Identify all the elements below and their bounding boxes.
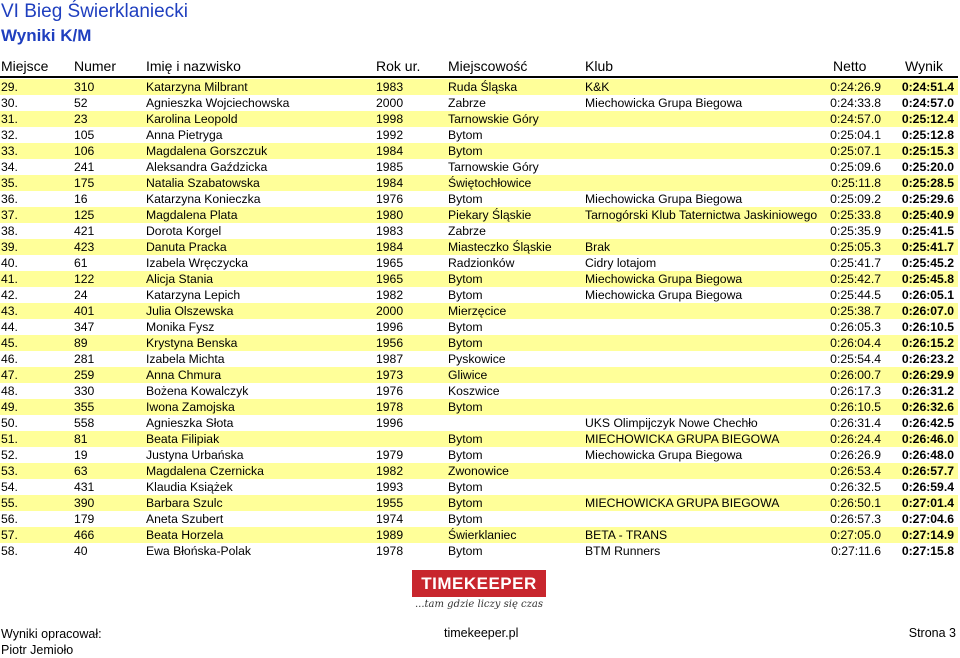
club-cell: BETA - TRANS xyxy=(585,528,668,542)
name-cell: Aleksandra Gaździcka xyxy=(146,160,268,174)
city-cell: Gliwice xyxy=(448,368,488,382)
table-row xyxy=(0,223,958,239)
name-cell: Julia Olszewska xyxy=(146,304,234,318)
number-cell: 89 xyxy=(74,336,88,350)
number-cell: 16 xyxy=(74,192,88,206)
netto-cell: 0:25:33.8 xyxy=(830,208,881,222)
city-cell: Zwonowice xyxy=(448,464,509,478)
netto-cell: 0:25:05.3 xyxy=(830,240,881,254)
result-cell: 0:24:51.4 xyxy=(901,80,954,94)
place-cell: 41. xyxy=(1,272,18,286)
netto-cell: 0:24:33.8 xyxy=(830,96,881,110)
table-row xyxy=(0,367,958,383)
number-cell: 281 xyxy=(74,352,95,366)
number-cell: 23 xyxy=(74,112,88,126)
name-cell: Barbara Szulc xyxy=(146,496,223,510)
city-cell: Bytom xyxy=(448,320,483,334)
netto-cell: 0:25:38.7 xyxy=(830,304,881,318)
place-cell: 57. xyxy=(1,528,18,542)
place-cell: 38. xyxy=(1,224,18,238)
name-cell: Katarzyna Konieczka xyxy=(146,192,261,206)
table-row xyxy=(0,239,958,255)
result-cell: 0:24:57.0 xyxy=(901,96,954,110)
year-cell: 1998 xyxy=(376,112,404,126)
table-row xyxy=(0,511,958,527)
col-result-header: Wynik xyxy=(905,58,943,74)
name-cell: Izabela Wręczycka xyxy=(146,256,249,270)
col-place-header: Miejsce xyxy=(1,58,49,74)
city-cell: Bytom xyxy=(448,336,483,350)
place-cell: 39. xyxy=(1,240,18,254)
number-cell: 105 xyxy=(74,128,95,142)
year-cell: 1978 xyxy=(376,400,404,414)
number-cell: 63 xyxy=(74,464,88,478)
result-cell: 0:26:42.5 xyxy=(901,416,954,430)
number-cell: 106 xyxy=(74,144,95,158)
place-cell: 29. xyxy=(1,80,18,94)
year-cell: 1996 xyxy=(376,416,404,430)
logo-tagline: ...tam gdzie liczy się czas xyxy=(414,599,544,610)
table-row xyxy=(0,527,958,543)
name-cell: Agnieszka Słota xyxy=(146,416,234,430)
table-row xyxy=(0,271,958,287)
result-cell: 0:26:29.9 xyxy=(901,368,954,382)
name-cell: Ewa Błońska-Polak xyxy=(146,544,251,558)
year-cell: 1983 xyxy=(376,224,404,238)
name-cell: Klaudia Książek xyxy=(146,480,233,494)
name-cell: Katarzyna Lepich xyxy=(146,288,241,302)
place-cell: 45. xyxy=(1,336,18,350)
number-cell: 61 xyxy=(74,256,88,270)
place-cell: 58. xyxy=(1,544,18,558)
year-cell: 1989 xyxy=(376,528,404,542)
result-cell: 0:26:10.5 xyxy=(901,320,954,334)
table-row xyxy=(0,351,958,367)
place-cell: 32. xyxy=(1,128,18,142)
club-cell: Miechowicka Grupa Biegowa xyxy=(585,96,743,110)
place-cell: 50. xyxy=(1,416,18,430)
year-cell: 1984 xyxy=(376,144,404,158)
number-cell: 259 xyxy=(74,368,95,382)
table-row xyxy=(0,143,958,159)
place-cell: 48. xyxy=(1,384,18,398)
table-row xyxy=(0,175,958,191)
club-cell: UKS Olimpijczyk Nowe Chechło xyxy=(585,416,758,430)
netto-cell: 0:25:11.8 xyxy=(831,176,881,190)
city-cell: Bytom xyxy=(448,128,483,142)
result-cell: 0:27:04.6 xyxy=(901,512,954,526)
city-cell: Świerklaniec xyxy=(448,528,517,542)
result-cell: 0:26:32.6 xyxy=(901,400,954,414)
place-cell: 46. xyxy=(1,352,18,366)
number-cell: 401 xyxy=(74,304,95,318)
city-cell: Bytom xyxy=(448,400,483,414)
result-cell: 0:25:12.4 xyxy=(901,112,954,126)
result-cell: 0:25:29.6 xyxy=(901,192,954,206)
table-row xyxy=(0,319,958,335)
place-cell: 35. xyxy=(1,176,18,190)
number-cell: 423 xyxy=(74,240,95,254)
place-cell: 47. xyxy=(1,368,18,382)
name-cell: Aneta Szubert xyxy=(146,512,224,526)
number-cell: 175 xyxy=(74,176,95,190)
name-cell: Monika Fysz xyxy=(146,320,215,334)
netto-cell: 0:25:41.7 xyxy=(830,256,881,270)
table-row xyxy=(0,479,958,495)
club-cell: BTM Runners xyxy=(585,544,661,558)
year-cell: 1956 xyxy=(376,336,404,350)
table-row xyxy=(0,111,958,127)
place-cell: 36. xyxy=(1,192,18,206)
footer-credits xyxy=(1,626,102,658)
place-cell: 43. xyxy=(1,304,18,318)
number-cell: 19 xyxy=(74,448,88,462)
netto-cell: 0:26:53.4 xyxy=(830,464,881,478)
result-cell: 0:26:23.2 xyxy=(901,352,954,366)
place-cell: 40. xyxy=(1,256,18,270)
table-row xyxy=(0,255,958,271)
name-cell: Anna Pietryga xyxy=(146,128,223,142)
result-cell: 0:25:20.0 xyxy=(901,160,954,174)
netto-cell: 0:26:00.7 xyxy=(830,368,881,382)
place-cell: 31. xyxy=(1,112,18,126)
number-cell: 421 xyxy=(74,224,95,238)
netto-cell: 0:26:05.3 xyxy=(830,320,881,334)
name-cell: Dorota Korgel xyxy=(146,224,222,238)
city-cell: Zabrze xyxy=(448,224,486,238)
year-cell: 2000 xyxy=(376,304,404,318)
table-row xyxy=(0,191,958,207)
result-cell: 0:26:48.0 xyxy=(901,448,954,462)
netto-cell: 0:26:57.3 xyxy=(830,512,881,526)
table-row xyxy=(0,495,958,511)
club-cell: Miechowicka Grupa Biegowa xyxy=(585,288,743,302)
city-cell: Miasteczko Śląskie xyxy=(448,240,552,254)
result-cell: 0:25:28.5 xyxy=(901,176,954,190)
place-cell: 49. xyxy=(1,400,18,414)
club-cell: Brak xyxy=(585,240,611,254)
table-row xyxy=(0,463,958,479)
name-cell: Alicja Stania xyxy=(146,272,214,286)
club-cell: Cidry lotajom xyxy=(585,256,657,270)
netto-cell: 0:25:54.4 xyxy=(830,352,881,366)
name-cell: Beata Horzela xyxy=(146,528,224,542)
netto-cell: 0:25:44.5 xyxy=(830,288,881,302)
netto-cell: 0:24:26.9 xyxy=(830,80,881,94)
place-cell: 53. xyxy=(1,464,18,478)
year-cell: 1985 xyxy=(376,160,404,174)
name-cell: Krystyna Benska xyxy=(146,336,238,350)
col-club-header: Klub xyxy=(585,58,614,74)
year-cell: 1955 xyxy=(376,496,404,510)
year-cell: 1976 xyxy=(376,192,404,206)
year-cell: 1978 xyxy=(376,544,404,558)
table-row xyxy=(0,543,958,559)
place-cell: 33. xyxy=(1,144,18,158)
city-cell: Bytom xyxy=(448,272,483,286)
table-row xyxy=(0,287,958,303)
table-row xyxy=(0,79,958,95)
city-cell: Bytom xyxy=(448,432,483,446)
table-row xyxy=(0,383,958,399)
year-cell: 1982 xyxy=(376,464,404,478)
city-cell: Koszwice xyxy=(448,384,500,398)
club-cell: K&K xyxy=(585,80,610,94)
city-cell: Bytom xyxy=(448,192,483,206)
year-cell: 1976 xyxy=(376,384,404,398)
netto-cell: 0:26:24.4 xyxy=(830,432,881,446)
number-cell: 355 xyxy=(74,400,95,414)
result-cell: 0:27:01.4 xyxy=(901,496,954,510)
place-cell: 42. xyxy=(1,288,18,302)
year-cell: 1983 xyxy=(376,80,404,94)
year-cell: 1993 xyxy=(376,480,404,494)
year-cell: 1974 xyxy=(376,512,404,526)
city-cell: Radzionków xyxy=(448,256,515,270)
number-cell: 125 xyxy=(74,208,95,222)
result-cell: 0:27:15.8 xyxy=(901,544,954,558)
result-cell: 0:26:59.4 xyxy=(901,480,954,494)
place-cell: 52. xyxy=(1,448,18,462)
name-cell: Natalia Szabatowska xyxy=(146,176,260,190)
logo-wordmark: TIMEKEEPER xyxy=(412,570,546,597)
netto-cell: 0:25:04.1 xyxy=(830,128,881,142)
col-year-header: Rok ur. xyxy=(376,58,421,74)
year-cell: 1980 xyxy=(376,208,404,222)
club-cell: Tarnogórski Klub Taternictwa Jaskiniowego xyxy=(585,208,818,222)
netto-cell: 0:26:26.9 xyxy=(830,448,881,462)
results-subtitle: Wyniki K/M xyxy=(1,26,92,45)
name-cell: Danuta Pracka xyxy=(146,240,227,254)
number-cell: 390 xyxy=(74,496,95,510)
table-row xyxy=(0,399,958,415)
place-cell: 54. xyxy=(1,480,18,494)
year-cell: 1982 xyxy=(376,288,404,302)
city-cell: Pyskowice xyxy=(448,352,506,366)
footer-website-link[interactable]: timekeeper.pl xyxy=(444,626,519,640)
table-row xyxy=(0,95,958,111)
year-cell: 1984 xyxy=(376,240,404,254)
city-cell: Bytom xyxy=(448,496,483,510)
result-cell: 0:25:45.8 xyxy=(901,272,954,286)
table-row xyxy=(0,127,958,143)
year-cell: 2000 xyxy=(376,96,404,110)
year-cell: 1965 xyxy=(376,256,404,270)
number-cell: 81 xyxy=(74,432,88,446)
city-cell: Bytom xyxy=(448,144,483,158)
netto-cell: 0:26:04.4 xyxy=(830,336,881,350)
number-cell: 558 xyxy=(74,416,95,430)
name-cell: Bożena Kowalczyk xyxy=(146,384,249,398)
number-cell: 179 xyxy=(74,512,95,526)
col-number-header: Numer xyxy=(74,58,117,74)
year-cell: 1987 xyxy=(376,352,404,366)
name-cell: Agnieszka Wojciechowska xyxy=(146,96,290,110)
name-cell: Magdalena Czernicka xyxy=(146,464,264,478)
year-cell: 1973 xyxy=(376,368,404,382)
result-cell: 0:25:15.3 xyxy=(901,144,954,158)
timekeeper-logo xyxy=(412,570,546,616)
footer-author: Piotr Jemioło xyxy=(1,643,74,657)
number-cell: 431 xyxy=(74,480,95,494)
col-city-header: Miejscowość xyxy=(448,58,528,74)
header-divider xyxy=(0,76,958,78)
result-cell: 0:27:14.9 xyxy=(901,528,954,542)
name-cell: Anna Chmura xyxy=(146,368,222,382)
result-cell: 0:25:12.8 xyxy=(901,128,954,142)
result-cell: 0:25:45.2 xyxy=(901,256,954,270)
number-cell: 24 xyxy=(74,288,88,302)
place-cell: 37. xyxy=(1,208,18,222)
netto-cell: 0:26:32.5 xyxy=(830,480,881,494)
number-cell: 466 xyxy=(74,528,95,542)
place-cell: 44. xyxy=(1,320,18,334)
place-cell: 30. xyxy=(1,96,18,110)
table-row xyxy=(0,335,958,351)
city-cell: Piekary Śląskie xyxy=(448,208,532,222)
name-cell: Magdalena Gorszczuk xyxy=(146,144,268,158)
netto-cell: 0:26:31.4 xyxy=(830,416,881,430)
netto-cell: 0:24:57.0 xyxy=(830,112,881,126)
club-cell: Miechowicka Grupa Biegowa xyxy=(585,272,743,286)
table-row xyxy=(0,303,958,319)
club-cell: MIECHOWICKA GRUPA BIEGOWA xyxy=(585,496,780,510)
footer-page-number: Strona 3 xyxy=(908,626,956,640)
city-cell: Tarnowskie Góry xyxy=(448,160,539,174)
number-cell: 347 xyxy=(74,320,95,334)
number-cell: 241 xyxy=(74,160,95,174)
result-cell: 0:26:05.1 xyxy=(901,288,954,302)
place-cell: 51. xyxy=(1,432,18,446)
city-cell: Bytom xyxy=(448,544,483,558)
netto-cell: 0:25:09.2 xyxy=(830,192,881,206)
table-row xyxy=(0,207,958,223)
place-cell: 56. xyxy=(1,512,18,526)
city-cell: Mierzęcice xyxy=(448,304,507,318)
result-cell: 0:26:57.7 xyxy=(901,464,954,478)
city-cell: Bytom xyxy=(448,480,483,494)
city-cell: Bytom xyxy=(448,448,483,462)
city-cell: Tarnowskie Góry xyxy=(448,112,539,126)
number-cell: 310 xyxy=(74,80,95,94)
netto-cell: 0:25:35.9 xyxy=(830,224,881,238)
footer-prepared-label: Wyniki opracował: xyxy=(1,627,102,641)
name-cell: Justyna Urbańska xyxy=(146,448,244,462)
result-cell: 0:26:07.0 xyxy=(901,304,954,318)
result-cell: 0:26:31.2 xyxy=(901,384,954,398)
result-cell: 0:26:46.0 xyxy=(901,432,954,446)
name-cell: Iwona Zamojska xyxy=(146,400,235,414)
name-cell: Katarzyna Milbrant xyxy=(146,80,248,94)
name-cell: Beata Filipiak xyxy=(146,432,220,446)
city-cell: Ruda Śląska xyxy=(448,80,518,94)
netto-cell: 0:25:42.7 xyxy=(830,272,881,286)
number-cell: 122 xyxy=(74,272,95,286)
event-title: VI Bieg Świerklaniecki xyxy=(1,1,188,22)
city-cell: Bytom xyxy=(448,288,483,302)
table-row xyxy=(0,447,958,463)
col-netto-header: Netto xyxy=(833,58,867,74)
netto-cell: 0:26:10.5 xyxy=(830,400,881,414)
table-header xyxy=(0,58,960,75)
place-cell: 55. xyxy=(1,496,18,510)
results-table xyxy=(0,79,958,559)
place-cell: 34. xyxy=(1,160,18,174)
name-cell: Magdalena Plata xyxy=(146,208,238,222)
col-name-header: Imię i nazwisko xyxy=(146,58,241,74)
table-row xyxy=(0,415,958,431)
club-cell: MIECHOWICKA GRUPA BIEGOWA xyxy=(585,432,780,446)
netto-cell: 0:25:07.1 xyxy=(830,144,881,158)
result-cell: 0:25:41.7 xyxy=(901,240,954,254)
netto-cell: 0:27:05.0 xyxy=(830,528,881,542)
number-cell: 330 xyxy=(74,384,95,398)
result-cell: 0:25:40.9 xyxy=(901,208,954,222)
table-row xyxy=(0,159,958,175)
number-cell: 40 xyxy=(74,544,88,558)
year-cell: 1992 xyxy=(376,128,404,142)
netto-cell: 0:27:11.6 xyxy=(831,544,881,558)
city-cell: Świętochłowice xyxy=(448,176,532,190)
year-cell: 1979 xyxy=(376,448,404,462)
result-cell: 0:26:15.2 xyxy=(901,336,954,350)
year-cell: 1996 xyxy=(376,320,404,334)
number-cell: 52 xyxy=(74,96,88,110)
netto-cell: 0:26:50.1 xyxy=(830,496,881,510)
club-cell: Miechowicka Grupa Biegowa xyxy=(585,448,743,462)
club-cell: Miechowicka Grupa Biegowa xyxy=(585,192,743,206)
year-cell: 1984 xyxy=(376,176,404,190)
city-cell: Bytom xyxy=(448,512,483,526)
name-cell: Izabela Michta xyxy=(146,352,225,366)
name-cell: Karolina Leopold xyxy=(146,112,238,126)
year-cell: 1965 xyxy=(376,272,404,286)
table-row xyxy=(0,431,958,447)
netto-cell: 0:25:09.6 xyxy=(830,160,881,174)
result-cell: 0:25:41.5 xyxy=(901,224,954,238)
city-cell: Zabrze xyxy=(448,96,486,110)
netto-cell: 0:26:17.3 xyxy=(830,384,881,398)
